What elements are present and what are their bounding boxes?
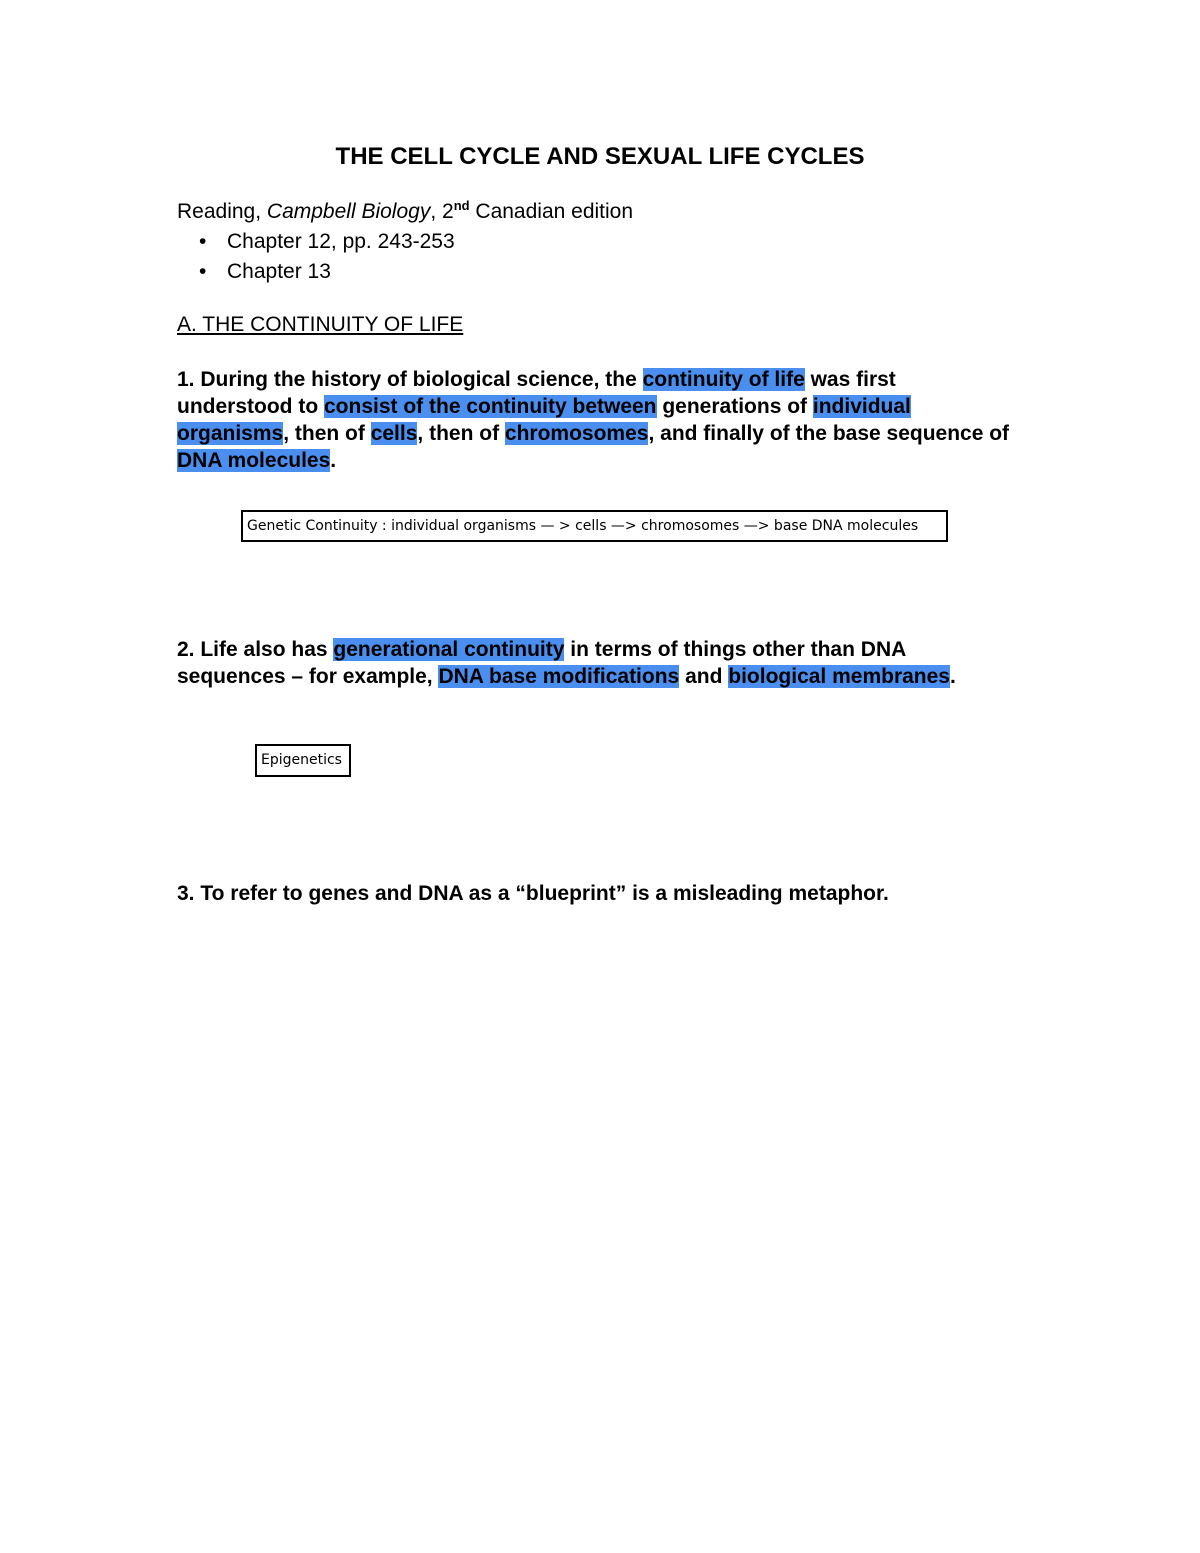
section-heading: A. THE CONTINUITY OF LIFE (177, 313, 464, 336)
highlighted-text: cells (370, 422, 418, 445)
paragraph-text: and (679, 665, 729, 688)
list-item-label: Chapter 12, pp. 243-253 (227, 230, 455, 253)
annotation-box-epigenetics: Epigenetics (255, 744, 351, 777)
paragraph-text: , and finally of the base sequence of (648, 422, 1010, 445)
bullet-icon: • (199, 230, 207, 253)
paragraph-1 (177, 366, 1017, 474)
reading-edition-superscript: nd (453, 198, 470, 213)
highlighted-text: biological membranes (728, 665, 950, 688)
reading-book-title: Campbell Biology (266, 200, 431, 223)
highlighted-text: DNA base modifications (438, 665, 680, 688)
paragraph-2 (177, 636, 1017, 690)
highlighted-text: continuity of life (642, 368, 805, 391)
reading-line (177, 197, 633, 227)
paragraph-text: . (949, 665, 956, 688)
document-title: THE CELL CYCLE AND SEXUAL LIFE CYCLES (335, 143, 865, 170)
bullet-icon: • (199, 260, 207, 283)
paragraph-text: . (330, 449, 337, 472)
highlighted-text: individual organisms (177, 395, 911, 445)
list-item-label: Chapter 13 (227, 260, 331, 283)
paragraph-text: 2. Life also has (177, 638, 334, 661)
reading-list (177, 227, 455, 287)
list-item (177, 227, 455, 257)
paragraph-text: 1. During the history of biological science, the (177, 368, 643, 391)
paragraph-text: , then of (417, 422, 505, 445)
reading-edition-number: , 2 (430, 200, 454, 223)
list-item (177, 257, 455, 287)
highlighted-text: chromosomes (504, 422, 649, 445)
annotation-box-genetic-continuity: Genetic Continuity : individual organisms — > cells —> chromosomes —> base DNA molecules (241, 510, 948, 542)
paragraph-text: was first understood to (177, 368, 896, 418)
reading-edition-suffix: Canadian edition (469, 200, 634, 223)
reading-prefix: Reading, (177, 200, 267, 223)
paragraph-3: 3. To refer to genes and DNA as a “blueprint” is a misleading metaphor. (177, 882, 889, 905)
highlighted-text: DNA molecules (177, 449, 331, 472)
paragraph-text: , then of (283, 422, 371, 445)
paragraph-text: generations of (656, 395, 813, 418)
highlighted-text: generational continuity (333, 638, 565, 661)
paragraph-text: in terms of things other than DNA sequences – for example, (177, 638, 906, 688)
highlighted-text: consist of the continuity between (323, 395, 657, 418)
